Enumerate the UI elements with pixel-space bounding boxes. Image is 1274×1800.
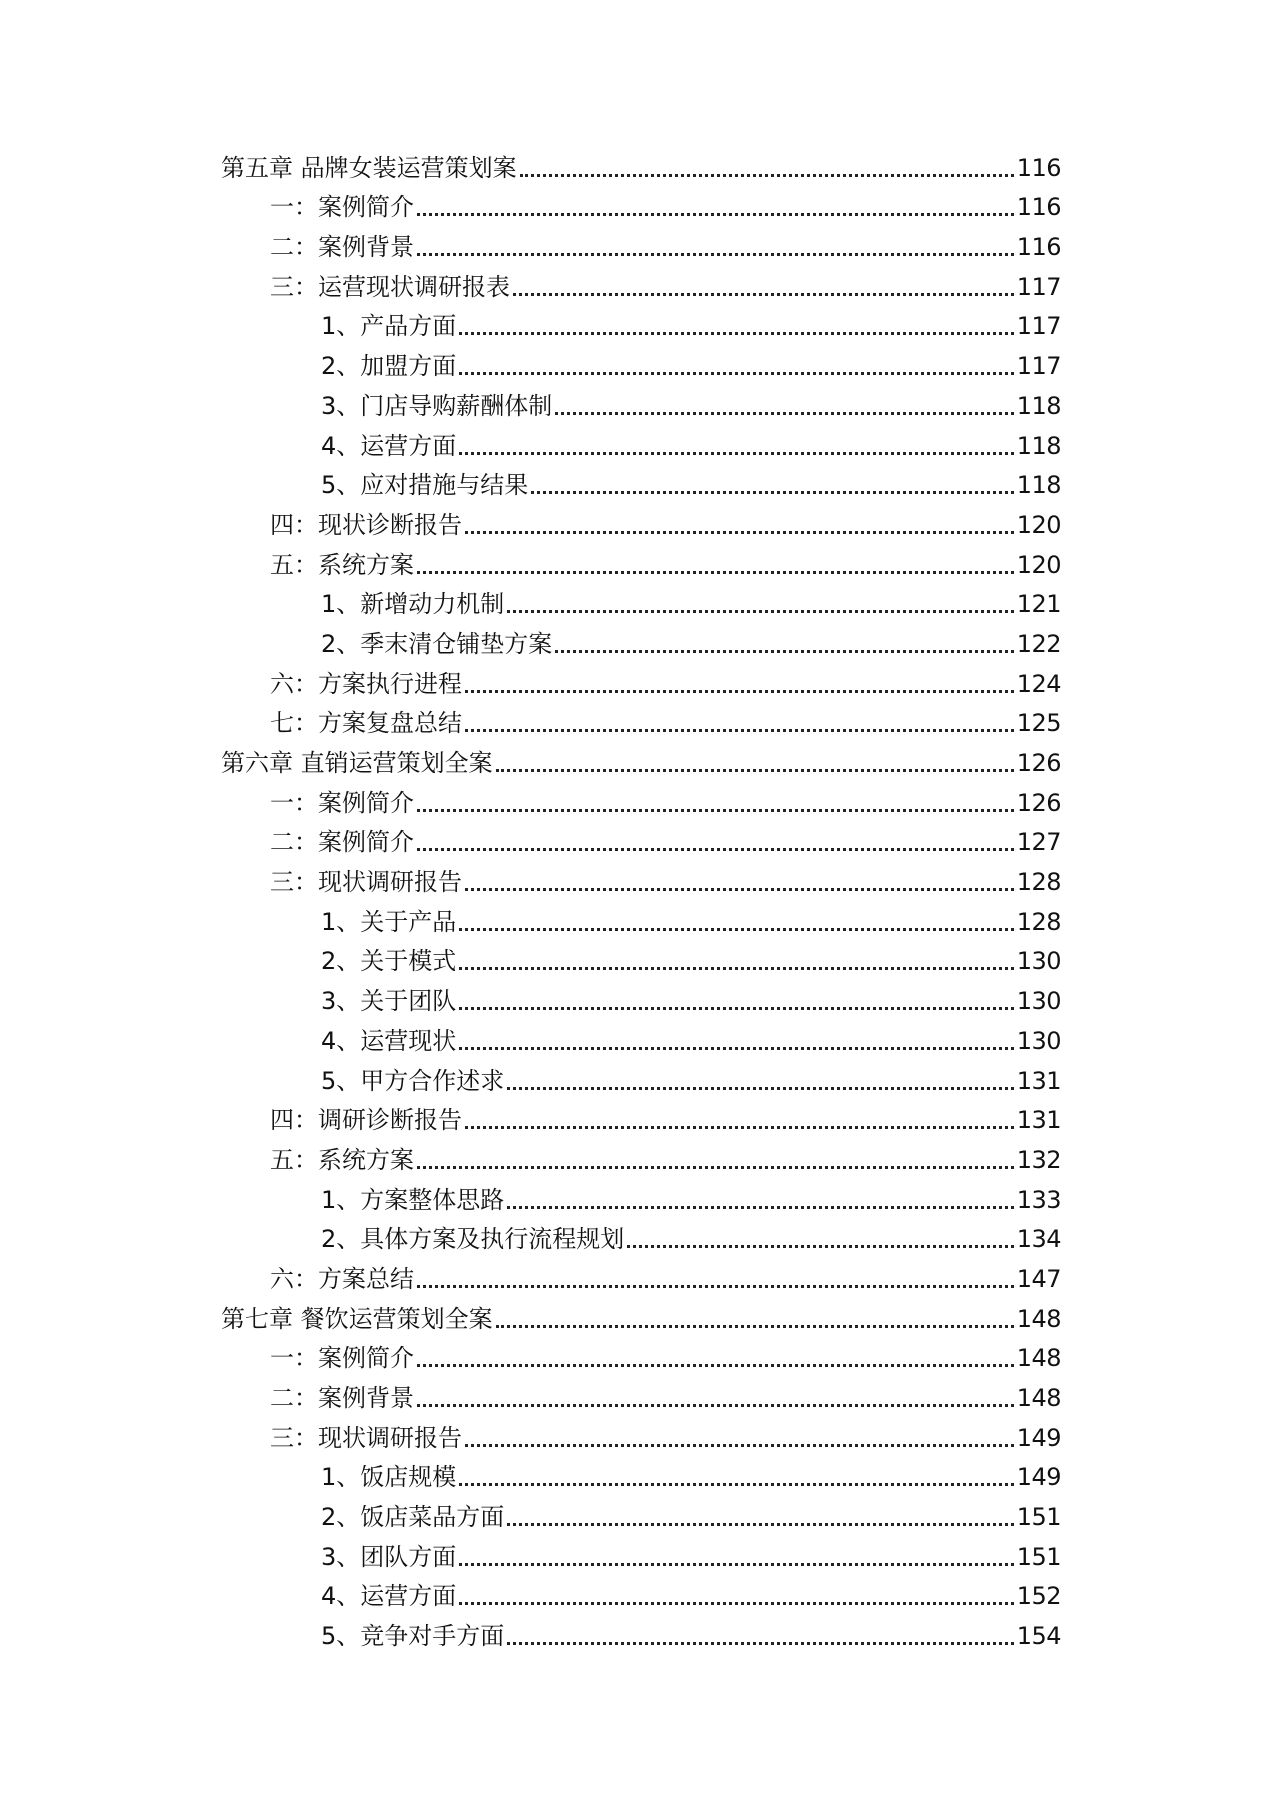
toc-dot-leader bbox=[465, 1126, 1014, 1129]
toc-entry-page-number: 124 bbox=[1016, 669, 1061, 698]
toc-entry[interactable] bbox=[221, 382, 1061, 422]
toc-dot-leader bbox=[465, 531, 1014, 534]
toc-entry-title: 3、门店导购薪酬体制 bbox=[321, 391, 553, 420]
toc-entry-page-number: 128 bbox=[1016, 868, 1061, 897]
toc-entry[interactable] bbox=[221, 541, 1061, 581]
toc-entry-title: 四：调研诊断报告 bbox=[270, 1106, 462, 1135]
toc-dot-leader bbox=[417, 253, 1014, 256]
toc-entry[interactable] bbox=[221, 898, 1061, 938]
toc-entry-page-number: 117 bbox=[1016, 272, 1061, 301]
toc-dot-leader bbox=[417, 848, 1014, 851]
toc-entry-page-number: 120 bbox=[1016, 510, 1061, 539]
toc-entry[interactable] bbox=[221, 977, 1061, 1017]
toc-entry[interactable] bbox=[221, 1573, 1061, 1613]
toc-entry-title: 第七章 餐饮运营策划全案 bbox=[221, 1304, 493, 1333]
toc-entry-page-number: 116 bbox=[1016, 153, 1061, 182]
toc-entry-page-number: 118 bbox=[1016, 391, 1061, 420]
toc-entry-page-number: 148 bbox=[1016, 1304, 1061, 1333]
toc-entry[interactable] bbox=[221, 1612, 1061, 1652]
toc-entry-page-number: 149 bbox=[1016, 1463, 1061, 1492]
toc-dot-leader bbox=[459, 1483, 1013, 1486]
toc-dot-leader bbox=[507, 1642, 1013, 1645]
toc-entry-title: 七：方案复盘总结 bbox=[270, 709, 462, 738]
toc-chapter-entry[interactable] bbox=[221, 1295, 1061, 1335]
toc-entry-page-number: 131 bbox=[1016, 1066, 1061, 1095]
toc-entry-page-number: 118 bbox=[1016, 471, 1061, 500]
toc-dot-leader bbox=[520, 174, 1014, 177]
toc-dot-leader bbox=[507, 1523, 1013, 1526]
toc-entry[interactable] bbox=[221, 1216, 1061, 1256]
toc-entry[interactable] bbox=[221, 342, 1061, 382]
toc-dot-leader bbox=[531, 491, 1013, 494]
toc-dot-leader bbox=[465, 729, 1014, 732]
toc-entry[interactable] bbox=[221, 1255, 1061, 1295]
toc-dot-leader bbox=[496, 1325, 1014, 1328]
toc-entry[interactable] bbox=[221, 1057, 1061, 1097]
toc-chapter-entry[interactable] bbox=[221, 144, 1061, 184]
toc-dot-leader bbox=[459, 372, 1013, 375]
toc-entry[interactable] bbox=[221, 1374, 1061, 1414]
toc-entry-title: 1、方案整体思路 bbox=[321, 1185, 505, 1214]
toc-entry-title: 三：现状调研报告 bbox=[270, 868, 462, 897]
toc-entry-title: 四：现状诊断报告 bbox=[270, 510, 462, 539]
toc-entry[interactable] bbox=[221, 501, 1061, 541]
toc-entry[interactable] bbox=[221, 1176, 1061, 1216]
toc-entry-title: 1、关于产品 bbox=[321, 907, 457, 936]
toc-entry[interactable] bbox=[221, 1097, 1061, 1137]
toc-dot-leader bbox=[496, 769, 1014, 772]
toc-entry-title: 1、饭店规模 bbox=[321, 1463, 457, 1492]
toc-entry-title: 二：案例简介 bbox=[270, 828, 414, 857]
toc-entry-title: 2、加盟方面 bbox=[321, 352, 457, 381]
toc-entry-title: 一：案例简介 bbox=[270, 193, 414, 222]
toc-dot-leader bbox=[513, 293, 1014, 296]
toc-chapter-entry[interactable] bbox=[221, 739, 1061, 779]
toc-entry[interactable] bbox=[221, 1414, 1061, 1454]
toc-entry[interactable] bbox=[221, 462, 1061, 502]
toc-entry-title: 4、运营方面 bbox=[321, 431, 457, 460]
toc-dot-leader bbox=[459, 967, 1013, 970]
toc-dot-leader bbox=[507, 610, 1013, 613]
toc-dot-leader bbox=[417, 213, 1014, 216]
toc-entry-page-number: 117 bbox=[1016, 352, 1061, 381]
toc-entry[interactable] bbox=[221, 223, 1061, 263]
toc-entry-title: 2、季末清仓铺垫方案 bbox=[321, 629, 553, 658]
toc-entry-page-number: 147 bbox=[1016, 1264, 1061, 1293]
toc-entry[interactable] bbox=[221, 620, 1061, 660]
toc-entry-page-number: 121 bbox=[1016, 590, 1061, 619]
toc-entry-page-number: 154 bbox=[1016, 1622, 1061, 1651]
toc-entry-title: 2、具体方案及执行流程规划 bbox=[321, 1225, 625, 1254]
toc-entry[interactable] bbox=[221, 1493, 1061, 1533]
toc-entry-title: 一：案例简介 bbox=[270, 788, 414, 817]
toc-entry-title: 三：运营现状调研报表 bbox=[270, 272, 510, 301]
toc-dot-leader bbox=[555, 650, 1013, 653]
toc-entry-title: 2、关于模式 bbox=[321, 947, 457, 976]
toc-entry-title: 五：系统方案 bbox=[270, 550, 414, 579]
toc-entry[interactable] bbox=[221, 938, 1061, 978]
toc-dot-leader bbox=[417, 809, 1014, 812]
toc-dot-leader bbox=[507, 1087, 1013, 1090]
toc-dot-leader bbox=[417, 1364, 1014, 1367]
toc-entry-page-number: 131 bbox=[1016, 1106, 1061, 1135]
toc-entry-title: 五：系统方案 bbox=[270, 1145, 414, 1174]
toc-dot-leader bbox=[417, 1285, 1014, 1288]
toc-dot-leader bbox=[507, 1206, 1013, 1209]
toc-entry[interactable] bbox=[221, 1335, 1061, 1375]
toc-entry-title: 二：案例背景 bbox=[270, 1384, 414, 1412]
toc-dot-leader bbox=[555, 412, 1013, 415]
toc-entry[interactable] bbox=[221, 1533, 1061, 1573]
toc-entry-page-number: 118 bbox=[1016, 431, 1061, 460]
toc-entry-page-number: 130 bbox=[1016, 1026, 1061, 1055]
toc-entry-page-number: 125 bbox=[1016, 709, 1061, 738]
toc-entry-page-number: 120 bbox=[1016, 550, 1061, 579]
toc-entry-title: 1、产品方面 bbox=[321, 312, 457, 341]
toc-entry-title: 三：现状调研报告 bbox=[270, 1423, 462, 1452]
toc-entry-page-number: 133 bbox=[1016, 1185, 1061, 1214]
toc-entry-page-number: 130 bbox=[1016, 947, 1061, 976]
toc-entry[interactable] bbox=[221, 660, 1061, 700]
toc-dot-leader bbox=[417, 1404, 1014, 1407]
toc-entry-page-number: 148 bbox=[1016, 1384, 1061, 1412]
toc-entry-page-number: 126 bbox=[1016, 788, 1061, 817]
toc-entry-title: 3、团队方面 bbox=[321, 1542, 457, 1571]
toc-dot-leader bbox=[459, 1563, 1013, 1566]
toc-entry[interactable] bbox=[221, 819, 1061, 859]
toc-entry[interactable] bbox=[221, 303, 1061, 343]
toc-dot-leader bbox=[627, 1245, 1013, 1248]
toc-entry[interactable] bbox=[221, 858, 1061, 898]
toc-entry-title: 二：案例背景 bbox=[270, 233, 414, 262]
toc-entry-title: 一：案例简介 bbox=[270, 1344, 414, 1373]
toc-entry[interactable] bbox=[221, 779, 1061, 819]
table-of-contents bbox=[221, 144, 1061, 1652]
toc-entry-page-number: 148 bbox=[1016, 1344, 1061, 1373]
toc-entry-title: 2、饭店菜品方面 bbox=[321, 1503, 505, 1532]
toc-dot-leader bbox=[459, 1007, 1013, 1010]
toc-entry-title: 第五章 品牌女装运营策划案 bbox=[221, 153, 517, 182]
toc-entry-page-number: 149 bbox=[1016, 1423, 1061, 1452]
toc-entry-page-number: 116 bbox=[1016, 233, 1061, 262]
toc-entry-page-number: 151 bbox=[1016, 1542, 1061, 1571]
toc-entry[interactable] bbox=[221, 1017, 1061, 1057]
toc-entry-page-number: 127 bbox=[1016, 828, 1061, 857]
toc-entry[interactable] bbox=[221, 700, 1061, 740]
toc-entry-title: 5、甲方合作述求 bbox=[321, 1066, 505, 1095]
toc-entry[interactable] bbox=[221, 581, 1061, 621]
toc-entry-page-number: 116 bbox=[1016, 193, 1061, 222]
toc-entry-page-number: 122 bbox=[1016, 629, 1061, 658]
toc-dot-leader bbox=[465, 888, 1014, 891]
toc-dot-leader bbox=[417, 1166, 1014, 1169]
toc-dot-leader bbox=[465, 1444, 1014, 1447]
toc-dot-leader bbox=[459, 1602, 1013, 1605]
toc-entry-page-number: 152 bbox=[1016, 1582, 1061, 1611]
toc-entry-page-number: 128 bbox=[1016, 907, 1061, 936]
toc-entry[interactable] bbox=[221, 1454, 1061, 1494]
toc-dot-leader bbox=[459, 452, 1013, 455]
toc-entry-page-number: 132 bbox=[1016, 1145, 1061, 1174]
toc-entry-page-number: 126 bbox=[1016, 749, 1061, 777]
toc-entry[interactable] bbox=[221, 263, 1061, 303]
toc-dot-leader bbox=[459, 928, 1013, 931]
toc-entry-page-number: 151 bbox=[1016, 1503, 1061, 1532]
toc-dot-leader bbox=[465, 690, 1014, 693]
toc-entry-page-number: 134 bbox=[1016, 1225, 1061, 1254]
toc-dot-leader bbox=[417, 571, 1014, 574]
toc-entry-title: 第六章 直销运营策划全案 bbox=[221, 749, 493, 777]
toc-entry-title: 5、竞争对手方面 bbox=[321, 1622, 505, 1651]
toc-entry-title: 3、关于团队 bbox=[321, 987, 457, 1016]
toc-entry[interactable] bbox=[221, 422, 1061, 462]
toc-entry-page-number: 117 bbox=[1016, 312, 1061, 341]
toc-dot-leader bbox=[459, 1047, 1013, 1050]
toc-dot-leader bbox=[459, 332, 1013, 335]
toc-entry-title: 5、应对措施与结果 bbox=[321, 471, 529, 500]
toc-entry-title: 六：方案总结 bbox=[270, 1264, 414, 1293]
toc-entry-title: 4、运营现状 bbox=[321, 1026, 457, 1055]
toc-entry-title: 六：方案执行进程 bbox=[270, 669, 462, 698]
toc-entry[interactable] bbox=[221, 184, 1061, 224]
toc-entry-title: 4、运营方面 bbox=[321, 1582, 457, 1611]
toc-entry[interactable] bbox=[221, 1136, 1061, 1176]
toc-entry-page-number: 130 bbox=[1016, 987, 1061, 1016]
toc-entry-title: 1、新增动力机制 bbox=[321, 590, 505, 619]
